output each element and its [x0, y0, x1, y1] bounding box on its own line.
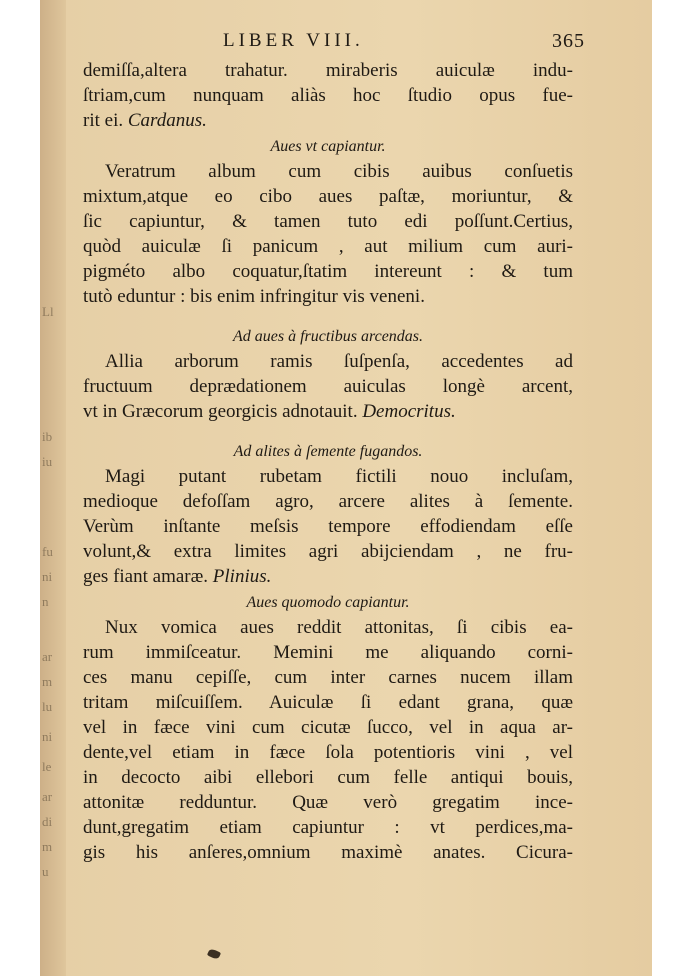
text-line-content: rit ei. — [83, 110, 124, 131]
show-through-mark: m — [42, 839, 53, 854]
text-line: Magi putant rubetam fictili nouo incluſam, — [105, 466, 573, 487]
text-line: attonitæ redduntur. Quæ verò gregatim ince- — [83, 792, 573, 813]
text-line: medioque defoſſam agro, arcere alites à ſemente. — [83, 491, 573, 512]
section-heading: Ad alites à ſemente fugandos. — [233, 443, 423, 460]
ink-blot — [207, 948, 221, 960]
text-line: ſtriam,cum nunquam aliàs hoc ſtudio opus fue- — [83, 85, 573, 106]
show-through-mark: le — [42, 759, 52, 774]
page-gutter — [40, 0, 66, 976]
text-line: mixtum,atque eo cibo aues paſtæ, moriuntur, & — [83, 186, 573, 207]
text-line: ces manu cepiſſe, cum inter carnes nucem illam — [83, 667, 573, 688]
text-line: Nux vomica aues reddit attonitas, ſi cibis ea- — [105, 617, 573, 638]
text-line: Veratrum album cum cibis auibus conſuetis — [105, 161, 573, 182]
text-line: ſic capiuntur, & tamen tuto edi poſſunt.Certius, — [83, 211, 573, 232]
show-through-mark: ar — [42, 789, 53, 804]
section-heading: Aues quomodo capiantur. — [246, 594, 410, 611]
source-citation: Cardanus. — [127, 110, 207, 131]
text-line-final — [83, 564, 573, 589]
book-page — [40, 0, 652, 976]
text-line: volunt,& extra limites agri abijciendam , ne fru- — [83, 541, 573, 562]
body-text — [83, 58, 573, 865]
source-citation: Plinius. — [212, 566, 272, 587]
show-through-mark: ib — [42, 429, 53, 444]
text-line-final — [83, 108, 573, 133]
show-through-mark: lu — [42, 699, 53, 714]
text-line: fructuum deprædationem auiculas longè arcent, — [83, 376, 573, 397]
page-text — [83, 28, 585, 865]
text-line: pigméto albo coquatur,ſtatim intereunt : & tum — [83, 261, 573, 282]
running-title: LIBER VIII. — [223, 30, 364, 51]
text-line: demiſſa,altera trahatur. miraberis auiculæ indu- — [83, 60, 573, 81]
text-line: dente,vel etiam in fæce ſola potentioris vini , vel — [83, 742, 573, 763]
text-line: Verùm inſtante meſsis tempore effodiendam eſſe — [83, 516, 573, 537]
show-through-mark: Ll — [42, 304, 54, 319]
page-number: 365 — [552, 30, 585, 52]
text-line: gis his anſeres,omnium maximè anates. Cicura- — [83, 842, 573, 863]
show-through-mark: iu — [42, 454, 53, 469]
show-through-mark: ni — [42, 569, 53, 584]
section-spacer — [83, 424, 573, 438]
show-through-mark: fu — [42, 544, 53, 559]
text-line: quòd auiculæ ſi panicum , aut milium cum auri- — [83, 236, 573, 257]
source-citation: Democritus. — [362, 401, 456, 422]
show-through-mark: ni — [42, 729, 53, 744]
text-line: rum immiſceatur. Memini me aliquando corni- — [83, 642, 573, 663]
show-through-mark: di — [42, 814, 53, 829]
text-line: dunt,gregatim etiam capiuntur : vt perdices,ma- — [83, 817, 573, 838]
show-through-mark: ar — [42, 649, 53, 664]
text-line: Allia arborum ramis ſuſpenſa, accedentes ad — [105, 351, 573, 372]
text-line: in decocto aibi ellebori cum felle antiqui bouis, — [83, 767, 573, 788]
text-line-content: vt in Græcorum georgicis adnotauit. — [83, 401, 358, 422]
show-through-mark: m — [42, 674, 53, 689]
section-heading: Aues vt capiantur. — [270, 138, 386, 155]
text-line-content: ges fiant amaræ. — [83, 566, 209, 587]
section-spacer — [83, 309, 573, 323]
show-through-mark: u — [42, 864, 49, 879]
text-line-final — [83, 284, 573, 309]
text-line-content: tutò eduntur : bis enim infringitur vis veneni. — [83, 286, 425, 307]
text-line: vel in fæce vini cum cicutæ ſucco, vel in aqua ar- — [83, 717, 573, 738]
section-heading: Ad aues à fructibus arcendas. — [232, 328, 424, 345]
show-through-mark: n — [42, 594, 49, 609]
text-line-final — [83, 399, 573, 424]
text-line: tritam miſcuiſſem. Auiculæ ſi edant grana, quæ — [83, 692, 573, 713]
running-header — [83, 28, 585, 58]
